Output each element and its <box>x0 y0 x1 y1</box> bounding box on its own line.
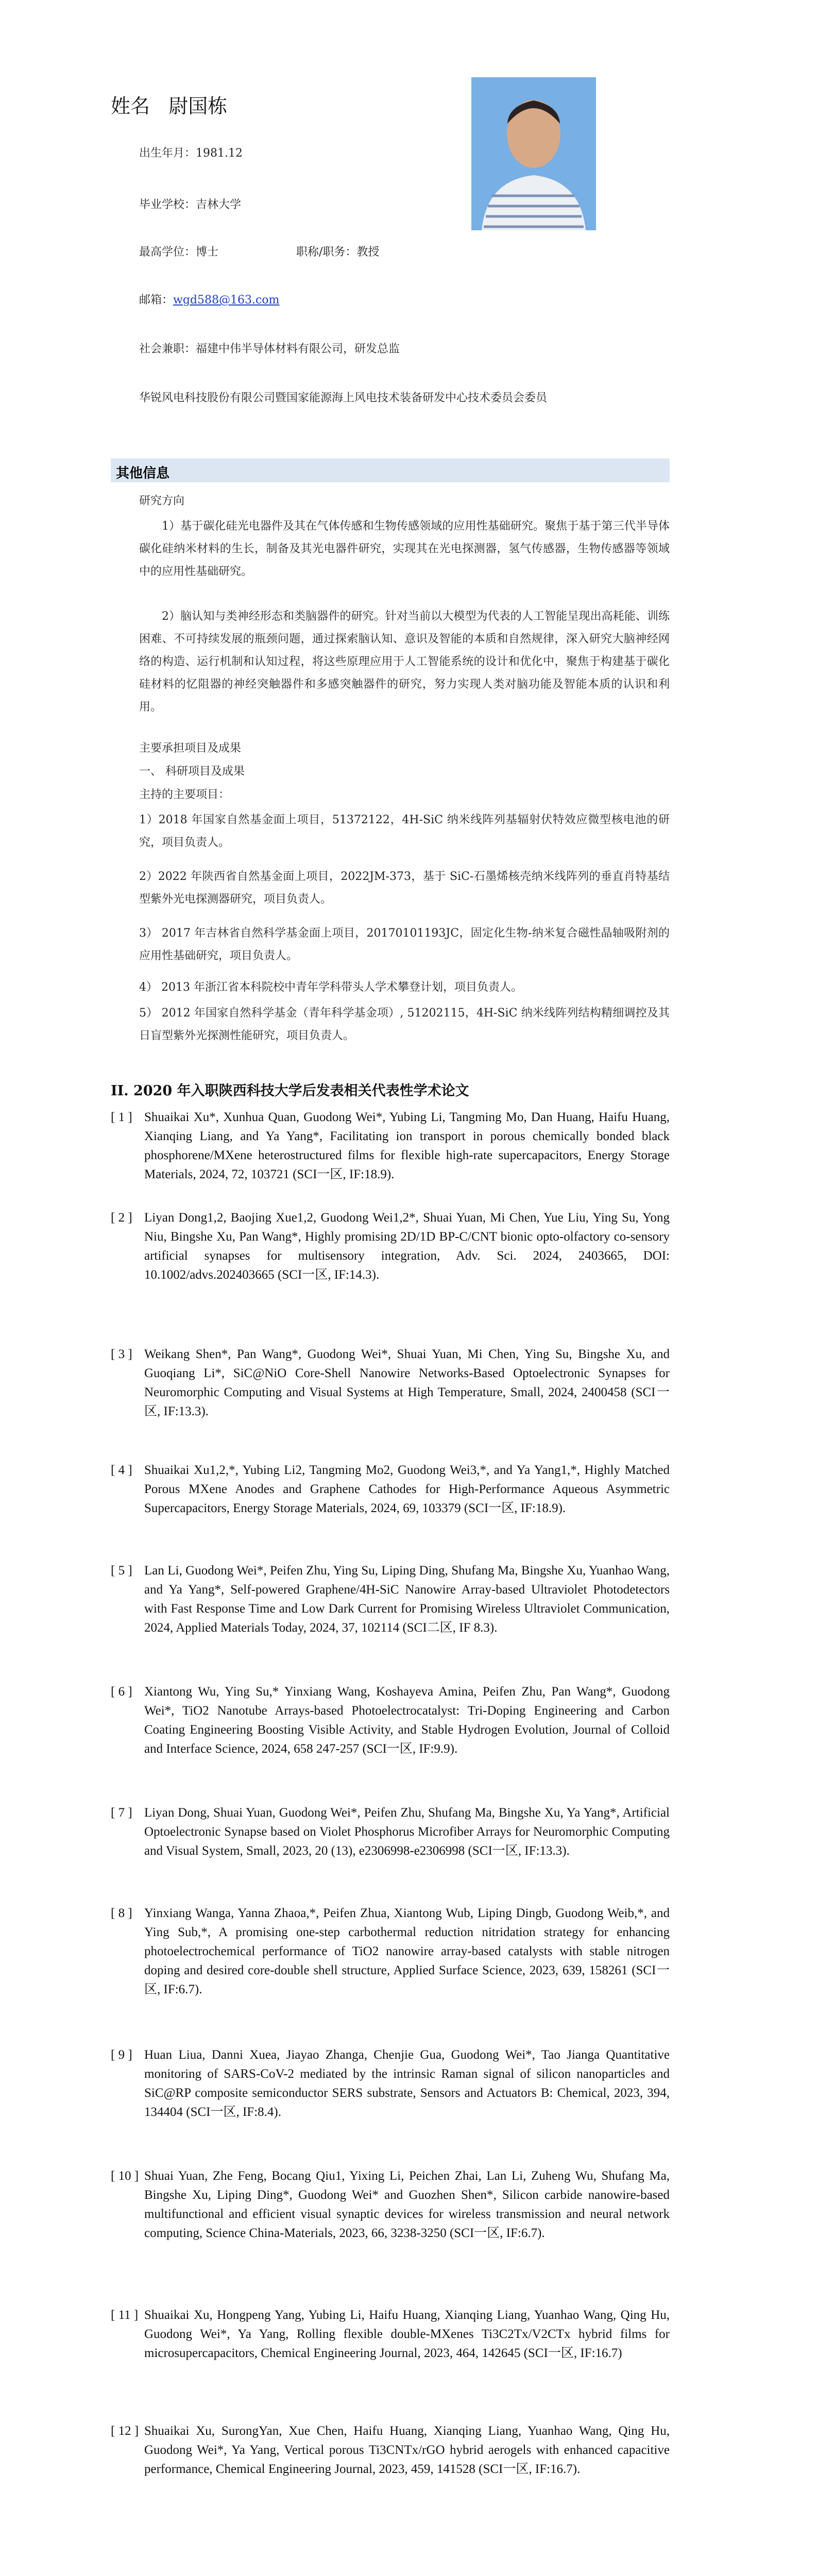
reference-text: Huan Liua, Danni Xuea, Jiayao Zhanga, Chenjie Gua, Guodong Wei*, Tao Jianga Quantitative monitoring of SARS-CoV-2 mediated by the intrinsic Raman signal of silicon nanoparticles and SiC@RP composite semiconductor SERS substrate, Sensors and Actuators B: Chemical, 2023, 394, 134404 (SCI一区, IF:8.4). <box>144 2048 670 2119</box>
reference-item <box>111 2306 670 2363</box>
highest-degree: 最高学位：博士 <box>139 246 219 259</box>
research-direction-label: 研究方向 <box>139 495 185 507</box>
project-item-3: 3） 2017 年吉林省自然科学基金面上项目，20170101193JC，固定化生物-纳米复合磁性晶轴吸附剂的应用性基础研究，项目负责人。 <box>139 927 670 962</box>
name-label: 姓名 <box>111 95 150 117</box>
reference-item <box>111 1682 670 1758</box>
reference-text: Shuaikai Xu, SurongYan, Xue Chen, Haifu Huang, Xianqing Liang, Yuanhao Wang, Qing Hu, Guodong Wei*, Ya Yang, Vertical porous Ti3CNTx/rGO hybrid aerogels with enhanced capacitive performance, Chemical Engineering Journal, 2023, 459, 141528 (SCI一区, IF:16.7). <box>144 2424 670 2476</box>
reference-item <box>111 1561 670 1637</box>
reference-number: [ 1 ] <box>111 1110 132 1124</box>
project-item-1: 1）2018 年国家自然基金面上项目，51372122，4H-SiC 纳米线阵列基辐射伏特效应微型核电池的研究，项目负责人。 <box>139 814 670 849</box>
section-band-other-info <box>111 459 670 482</box>
reference-number: [ 3 ] <box>111 1347 132 1361</box>
projects-subheading: 一、 科研项目及成果 <box>139 765 245 778</box>
reference-item <box>111 1904 670 1999</box>
reference-item <box>111 2421 670 2479</box>
reference-number: [ 7 ] <box>111 1806 132 1820</box>
email-link[interactable]: wgd588@163.com <box>173 294 280 307</box>
reference-item <box>111 1461 670 1518</box>
reference-text: Liyan Dong1,2, Baojing Xue1,2, Guodong Wei1,2*, Shuai Yuan, Mi Chen, Yue Liu, Ying Su, Yong Niu, Bingshe Xu, Pan Wang*, Highly promising 2D/1D BP-C/CNT bionic opto-olfactory co-sensory artificial synapses for multisensory integration, Adv. Sci. 2024, 2403665, DOI: 10.1002/advs.202403665 (SCI一区, IF:14.3). <box>144 1211 670 1282</box>
reference-number: [ 6 ] <box>111 1685 132 1699</box>
graduation-school: 毕业学校：吉林大学 <box>139 198 242 211</box>
email-label: 邮箱： <box>139 294 174 307</box>
birth-date: 出生年月：1981.12 <box>139 147 243 160</box>
reference-number: [ 2 ] <box>111 1211 132 1225</box>
reference-text: Liyan Dong, Shuai Yuan, Guodong Wei*, Peifen Zhu, Shufang Ma, Bingshe Xu, Ya Yang*, Artificial Optoelectronic Synapse based on Violet Phosphorus Microfiber Arrays for Neuromorphic Computing and Visual System, Small, 2023, 20 (13), e2306998-e2306998 (SCI一区, IF:13.3). <box>144 1806 670 1858</box>
reference-text: Shuaikai Xu, Hongpeng Yang, Yubing Li, Haifu Huang, Xianqing Liang, Yuanhao Wang, Qing Hu, Guodong Wei*, Ya Yang, Rolling flexible double-MXenes Ti3C2Tx/V2CTx hybrid films for microsupercapacitors, Chemical Engineering Journal, 2023, 464, 142645 (SCI一区, IF:16.7) <box>144 2308 670 2360</box>
social-role-1: 社会兼职：福建中伟半导体材料有限公司，研发总监 <box>139 343 400 355</box>
job-title: 职称/职务：教授 <box>296 246 380 259</box>
reference-number: [ 10 ] <box>111 2169 139 2183</box>
reference-number: [ 5 ] <box>111 1564 132 1578</box>
reference-item <box>111 1345 670 1421</box>
reference-item <box>111 2045 670 2122</box>
project-item-5: 5） 2012 年国家自然科学基金（青年科学基金项）, 51202115，4H-SiC 纳米线阵列结构精细调控及其日盲型紫外光探测性能研究，项目负责人。 <box>139 1007 670 1042</box>
profile-photo <box>471 77 596 230</box>
project-item-2: 2）2022 年陕西省自然基金面上项目，2022JM-373，基于 SiC-石墨烯核壳纳米线阵列的垂直肖特基结型紫外光电探测器研究，项目负责人。 <box>139 870 670 906</box>
research-paragraph-2: 2）脑认知与类神经形态和类脑器件的研究。针对当前以大模型为代表的人工智能呈现出高耗能、训练困难、不可持续发展的瓶颈问题，通过探索脑认知、意识及智能的本质和自然规律，深入研究大脑神经网络的构造、运行机制和认知过程，将这些原理应用于人工智能系统的设计和优化中，聚焦于构建基于碳化硅材料的忆阻器的神经突触器件和多感突触器件的研究，努力实现人类对脑功能及智能本质的认识和利用。 <box>139 610 670 714</box>
reference-item <box>111 1208 670 1284</box>
social-role-2: 华锐风电科技股份有限公司暨国家能源海上风电技术装备研发中心技术委员会委员 <box>139 392 548 404</box>
section-title-other-info: 其他信息 <box>116 466 170 481</box>
papers-section-title: II. 2020 年入职陕西科技大学后发表相关代表性学术论文 <box>111 1083 469 1099</box>
reference-item <box>111 2166 670 2243</box>
reference-text: Lan Li, Guodong Wei*, Peifen Zhu, Ying Su, Liping Ding, Shufang Ma, Bingshe Xu, Yuanhao Wang, and Ya Yang*, Self-powered Graphene/4H-SiC Nanowire Array-based Ultraviolet Photodetectors with Fast Response Time and Low Dark Current for Promising Wireless Ultraviolet Communication, 2024, Applied Materials Today, 2024, 37, 102114 (SCI二区, IF 8.3). <box>144 1564 670 1635</box>
reference-item <box>111 1803 670 1860</box>
reference-text: Shuaikai Xu1,2,*, Yubing Li2, Tangming Mo2, Guodong Wei3,*, and Ya Yang1,*, Highly Matched Porous MXene Anodes and Graphene Cathodes for High-Performance Aqueous Asymmetric Supercapacitors, Energy Storage Materials, 2024, 69, 103379 (SCI一区, IF:18.9). <box>144 1463 670 1515</box>
reference-number: [ 12 ] <box>111 2424 139 2438</box>
reference-text: Shuai Yuan, Zhe Feng, Bocang Qiu1, Yixing Li, Peichen Zhai, Lan Li, Zuheng Wu, Shufang Ma, Bingshe Xu, Liping Ding*, Guodong Wei* and Guozhen Shen*, Silicon carbide nanowire-based multifunctional and efficient visual synaptic devices for wireless transmission and neural network computing, Science China-Materials, 2023, 66, 3238-3250 (SCI一区, IF:6.7). <box>144 2169 670 2240</box>
reference-text: Shuaikai Xu*, Xunhua Quan, Guodong Wei*, Yubing Li, Tangming Mo, Dan Huang, Haifu Huang, Xianqing Liang, and Ya Yang*, Facilitating ion transport in porous chemically bonded black phosphorene/MXene heterostructured films for flexible high-rate supercapacitors, Energy Storage Materials, 2024, 72, 103721 (SCI一区, IF:18.9). <box>144 1110 670 1181</box>
reference-text: Xiantong Wu, Ying Su,* Yinxiang Wang, Koshayeva Amina, Peifen Zhu, Pan Wang*, Guodong Wei*, TiO2 Nanotube Arrays-based Photoelectrocatalyst: Tri-Doping Engineering and Carbon Coating Engineering Boosting Visible Activity, and Stable Hydrogen Evolution, Journal of Colloid and Interface Science, 2024, 658 247-257 (SCI一区, IF:9.9). <box>144 1685 670 1756</box>
reference-item <box>111 1108 670 1184</box>
reference-text: Yinxiang Wanga, Yanna Zhaoa,*, Peifen Zhua, Xiantong Wub, Liping Dingb, Guodong Weib,*, and Ying Sub,*, A promising one-step carbothermal reduction nitridation strategy for enhancing photoelectrochemical performance of TiO2 nanowire array-based catalysts with stable nitrogen doping and desired core-double shell structure, Applied Surface Science, 2023, 639, 158261 (SCI一区, IF:6.7). <box>144 1906 670 1996</box>
name-line <box>111 90 227 118</box>
projects-label: 主要承担项目及成果 <box>139 742 242 755</box>
reference-number: [ 11 ] <box>111 2308 139 2322</box>
reference-number: [ 9 ] <box>111 2048 132 2062</box>
reference-number: [ 4 ] <box>111 1463 132 1477</box>
reference-text: Weikang Shen*, Pan Wang*, Guodong Wei*, Shuai Yuan, Mi Chen, Ying Su, Bingshe Xu, and Guoqiang Li*, SiC@NiO Core-Shell Nanowire Networks-Based Optoelectronic Synapses for Neuromorphic Computing and Visual Systems at High Temperature, Small, 2024, 2400458 (SCI一区, IF:13.3). <box>144 1347 670 1418</box>
person-name: 尉国栋 <box>168 95 228 117</box>
reference-number: [ 8 ] <box>111 1906 132 1920</box>
projects-main-label: 主持的主要项目： <box>139 788 230 801</box>
email-line <box>139 291 279 307</box>
person-portrait-icon <box>471 77 596 230</box>
project-item-4: 4） 2013 年浙江省本科院校中青年学科带头人学术攀登计划，项目负责人。 <box>139 981 522 994</box>
research-paragraph-1: 1）基于碳化硅光电器件及其在气体传感和生物传感领域的应用性基础研究。聚焦于基于第三代半导体碳化硅纳米材料的生长，制备及其光电器件研究，实现其在光电探测器，氢气传感器，生物传感器等领域中的应用性基础研究。 <box>139 520 670 578</box>
